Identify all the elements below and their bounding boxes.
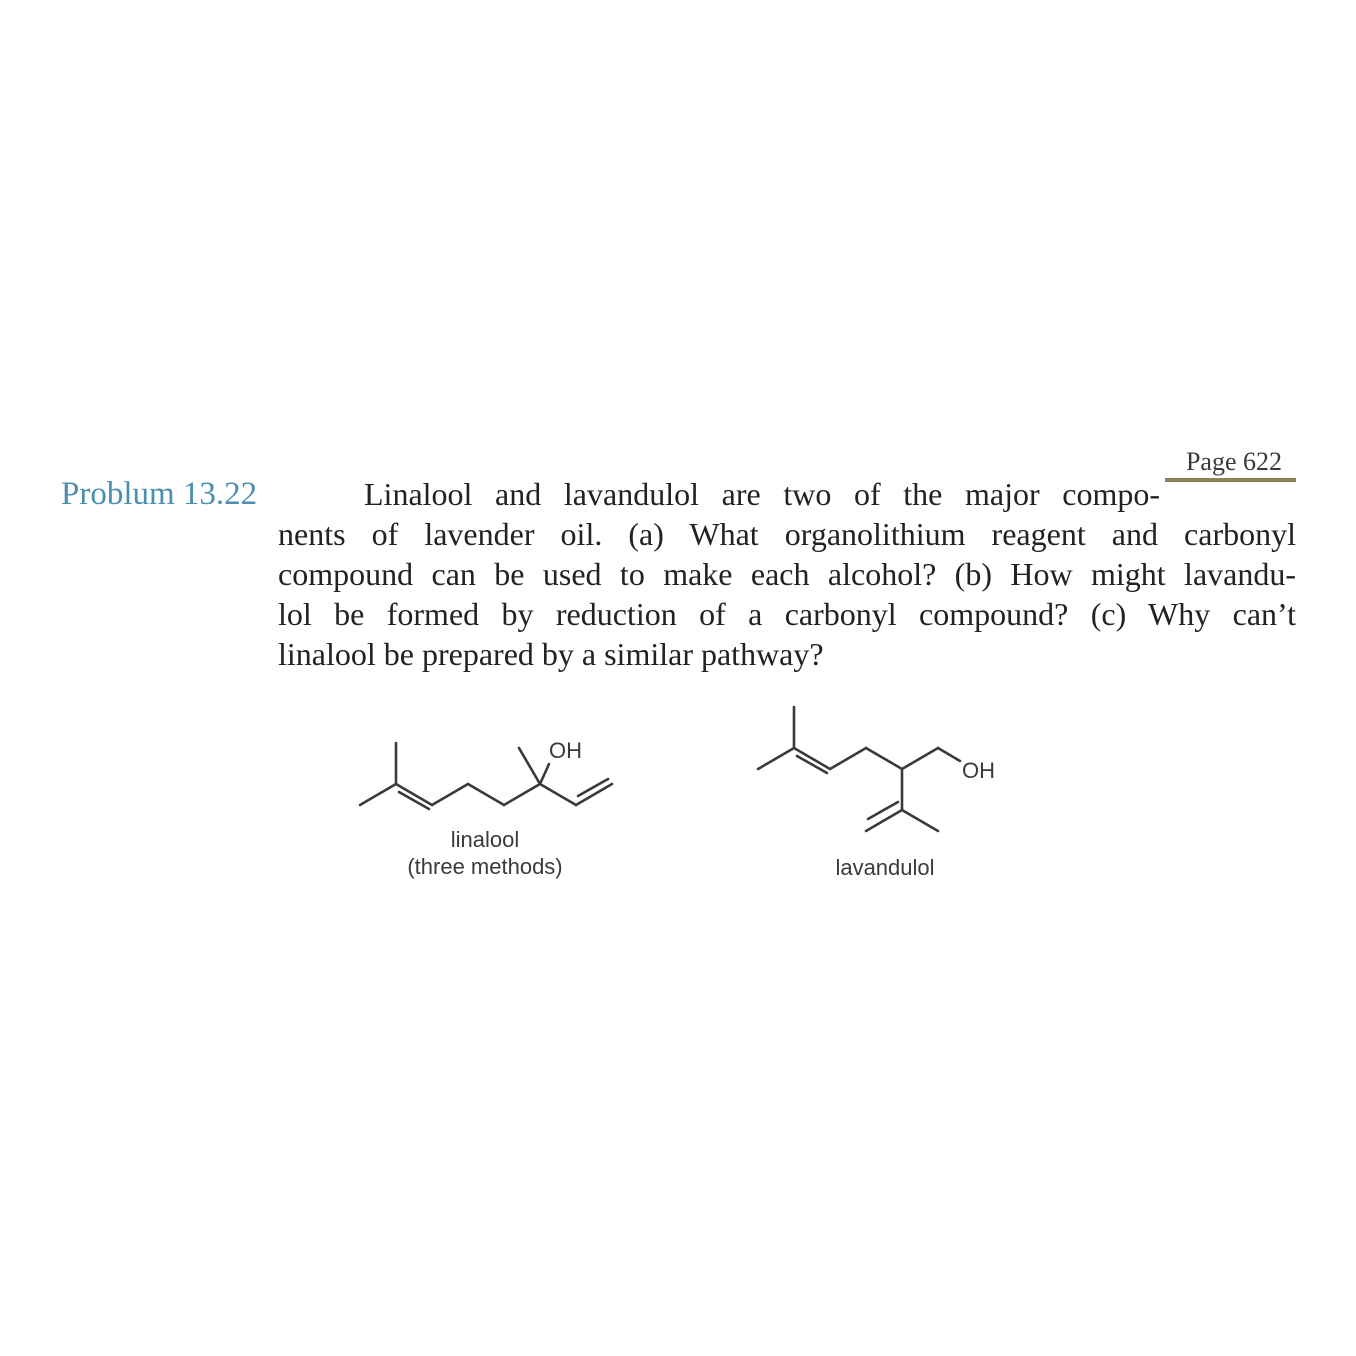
- lavandulol-structure: [740, 690, 1020, 850]
- problem-text-line: Linalool and lavandulol are two of the major compo-: [364, 476, 1160, 512]
- bond: [866, 748, 902, 769]
- page-number: Page 622: [1185, 447, 1282, 476]
- linalool-structure: [340, 720, 630, 830]
- oh-label: OH: [549, 738, 582, 763]
- linalool-caption: [390, 826, 580, 880]
- bond: [758, 748, 794, 769]
- bond: [432, 784, 468, 805]
- bond: [360, 784, 396, 805]
- bond: [902, 810, 938, 831]
- linalool-name: linalool: [450, 827, 520, 852]
- bond: [519, 748, 540, 784]
- problem-text: [278, 474, 1296, 674]
- problem-label: Problum 13.22: [61, 476, 258, 512]
- lavandulol-structure-drawing: [740, 690, 1020, 850]
- bond: [468, 784, 504, 805]
- bond: [938, 748, 960, 761]
- bond: [540, 784, 576, 805]
- bond: [540, 764, 549, 784]
- bond: [866, 810, 902, 831]
- bond: [902, 748, 938, 769]
- problem-text-line: compound can be used to make each alcohol? (b) How might lavandu-: [278, 556, 1296, 592]
- problem-text-line: lol be formed by reduction of a carbonyl compound? (c) Why can’t: [278, 596, 1296, 632]
- oh-label: OH: [962, 758, 995, 783]
- bond: [504, 784, 540, 805]
- lavandulol-caption: lavandulol: [835, 855, 935, 880]
- linalool-structure-drawing: [340, 720, 630, 830]
- problem-text-line: linalool be prepared by a similar pathway?: [278, 636, 824, 672]
- bond: [830, 748, 866, 769]
- problem-text-line: nents of lavender oil. (a) What organolithium reagent and carbonyl: [278, 516, 1296, 552]
- linalool-methods-note: (three methods): [407, 854, 563, 879]
